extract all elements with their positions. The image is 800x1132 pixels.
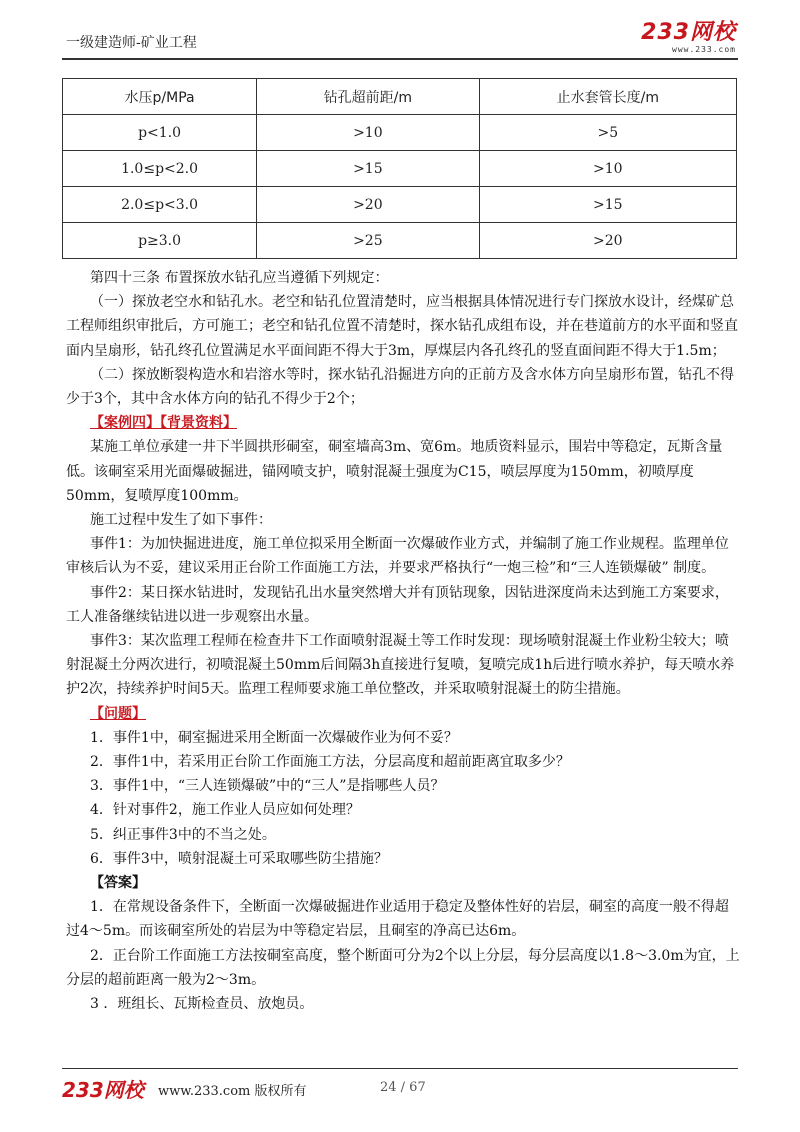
table-cell: 2.0≤p<3.0: [63, 187, 257, 223]
table-header-cell: 止水套管长度/m: [479, 79, 736, 115]
page-number: 24 / 67: [380, 1080, 426, 1095]
table-header-row: [63, 79, 737, 115]
answer-item: 2．正台阶工作面施工方法按硐室高度，整个断面可分为2个以上分层，每分层高度以1.8～3.0m为宜，上分层的超前距离一般为2～3m。: [66, 947, 740, 988]
table-cell: >5: [479, 115, 736, 151]
clause-1: （一）探放老空水和钻孔水。老空和钻孔位置清楚时，应当根据具体情况进行专门探放水设计，经煤矿总工程师组织审批后，方可施工；老空和钻孔位置不清楚时，探水钻孔成组布设，并在巷道前方的水平面和竖直面内呈扇形，钻孔终孔位置满足水平面间距不得大于3m，厚煤层内各孔终孔的竖直面间距不得大于1.5m；: [66, 294, 738, 359]
table-cell: >20: [257, 187, 480, 223]
article-43-heading: 第四十三条 布置探放水钻孔应当遵循下列规定：: [90, 270, 389, 286]
table-cell: >20: [479, 223, 736, 259]
document-body: [66, 266, 742, 1016]
background-paragraph: 某施工单位承建一井下半圆拱形硐室，硐室墙高3m、宽6m。地质资料显示，围岩中等稳定，瓦斯含量低。该硐室采用光面爆破掘进，锚网喷支护，喷射混凝土强度为C15，喷层厚度为150mm，初喷厚度50mm，复喷厚度100mm。: [66, 439, 723, 504]
table-cell: >15: [479, 187, 736, 223]
table-cell: p≥3.0: [63, 223, 257, 259]
question-item: 5．纠正事件3中的不当之处。: [90, 826, 276, 843]
brand-logo: [641, 22, 736, 54]
question-item: 4．针对事件2，施工作业人员应如何处理？: [90, 802, 360, 819]
question-item: 6．事件3中，喷射混凝土可采取哪些防尘措施？: [90, 850, 388, 867]
case-heading: 【案例四】【背景资料】: [90, 415, 237, 432]
table-header-cell: 水压p/MPa: [63, 79, 257, 115]
header-title: 一级建造师-矿业工程: [66, 35, 197, 51]
footer-copyright: www.233.com 版权所有: [158, 1084, 307, 1099]
question-item: 1．事件1中，硐室掘进采用全断面一次爆破作业为何不妥？: [90, 729, 458, 746]
table-cell: >10: [257, 115, 480, 151]
logo-text: 233网校: [641, 20, 736, 45]
process-intro: 施工过程中发生了如下事件：: [90, 512, 272, 529]
table-row: [63, 223, 737, 259]
table-row: [63, 115, 737, 151]
question-item: 3．事件1中，“三人连锁爆破”中的“三人”是指哪些人员？: [90, 778, 445, 795]
table-cell: p<1.0: [63, 115, 257, 151]
question-item: 2．事件1中，若采用正台阶工作面施工方法，分层高度和超前距离宜取多少？: [90, 754, 570, 771]
table-cell: 1.0≤p<2.0: [63, 151, 257, 187]
header-divider: [62, 58, 738, 60]
answer-item: 3 ．班组长、瓦斯检查员、放炮员。: [90, 996, 314, 1013]
table-cell: >10: [479, 151, 736, 187]
table-row: [63, 151, 737, 187]
logo-url: www.233.com: [672, 45, 736, 54]
table-row: [63, 187, 737, 223]
event-2: 事件2：某日探水钻进时，发现钻孔出水量突然增大并有顶钻现象，因钻进深度尚未达到施工方案要求，工人准备继续钻进以进一步观察出水量。: [66, 584, 729, 625]
event-3: 事件3：某次监理工程师在检查井下工作面喷射混凝土等工作时发现：现场喷射混凝土作业粉尘较大；喷射混凝土分两次进行，初喷混凝土50mm后间隔3h直接进行复喷，复喷完成1h后进行喷水养护，每天喷水养护2次，持续养护时间5天。监理工程师要求施工单位整改，并采取喷射混凝土的防尘措施。: [66, 633, 735, 698]
clause-2: （二）探放断裂构造水和岩溶水等时，探水钻孔沿掘进方向的正前方及含水体方向呈扇形布置，钻孔不得少于3个，其中含水体方向的钻孔不得少于2个；: [66, 366, 734, 408]
water-pressure-table: [62, 78, 737, 259]
footer-divider: [62, 1068, 738, 1069]
table-header-cell: 钻孔超前距/m: [257, 79, 480, 115]
table-cell: >15: [257, 151, 480, 187]
questions-heading: 【问题】: [90, 705, 146, 722]
answers-heading: 【答案】: [90, 875, 146, 892]
event-1: 事件1：为加快掘进进度，施工单位拟采用全断面一次爆破作业方式，并编制了施工作业规程。监理单位审核后认为不妥，建议采用正台阶工作面施工方法，并要求严格执行“一炮三检”和“三人连锁爆破” 制度。: [66, 536, 729, 577]
table-cell: >25: [257, 223, 480, 259]
footer-logo: 233网校: [62, 1078, 144, 1102]
answer-item: 1．在常规设备条件下，全断面一次爆破掘进作业适用于稳定及整体性好的岩层，硐室的高度一般不得超过4～5m。而该硐室所处的岩层为中等稳定岩层，且硐室的净高已达6m。: [66, 899, 729, 940]
